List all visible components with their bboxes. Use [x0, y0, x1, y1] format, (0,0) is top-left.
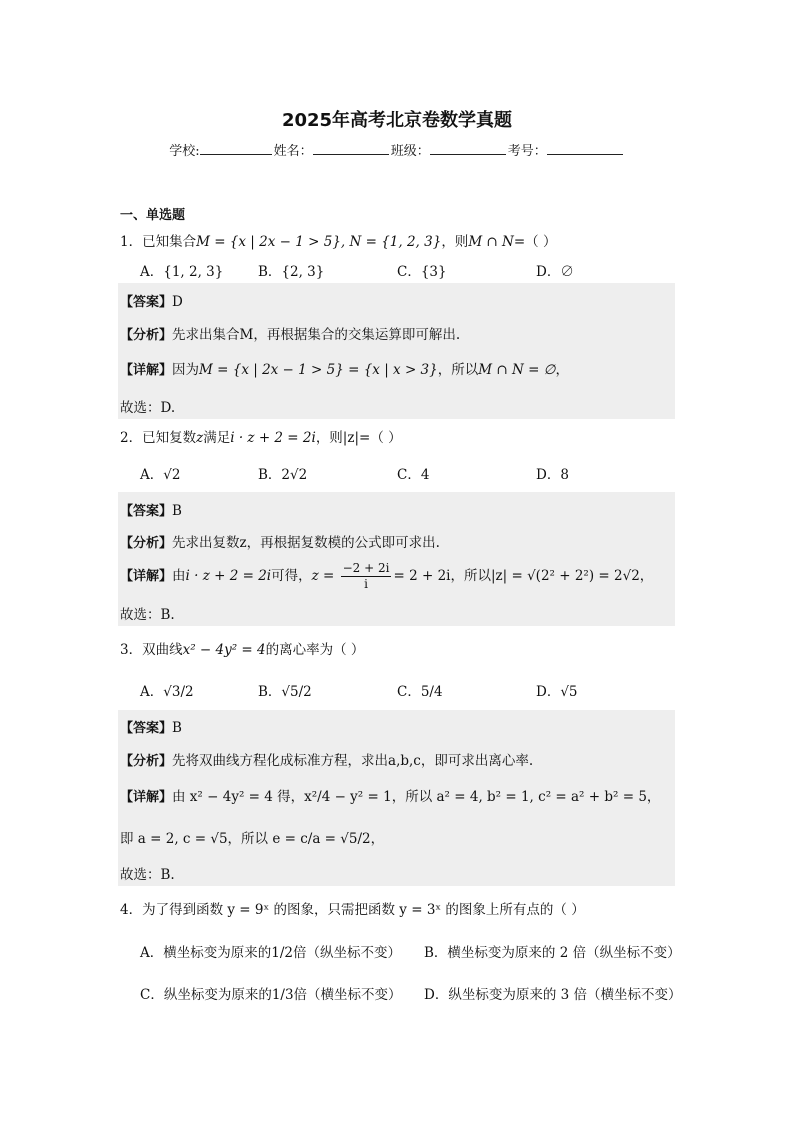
- q1-stem-mid: ，则: [441, 234, 469, 250]
- q2-stem-mid: 满足: [203, 430, 231, 446]
- q2-detail-tail: = 2 + 2i，所以|z| = √(2² + 2²) = 2√2，: [393, 568, 654, 584]
- q1-detail-math2: M ∩ N = ∅: [478, 362, 556, 378]
- q2-option-d: D．8: [536, 467, 569, 483]
- class-label: 班级：: [390, 144, 430, 159]
- q3-option-a: A．√3/2: [140, 684, 194, 700]
- q3-stem-suffix: 的离心率为（ ）: [265, 642, 365, 658]
- q1-option-a: A．{1, 2, 3}: [140, 264, 224, 280]
- q3-detail-line2: 即 a = 2, c = √5，所以 e = c/a = √5/2，: [120, 831, 385, 847]
- question-4-stem: 4．为了得到函数 y = 9ˣ 的图象，只需把函数 y = 3ˣ 的图象上所有点的（ ）: [120, 902, 585, 918]
- q1-detail-mid: ，所以: [437, 362, 479, 378]
- detail-tag: 【详解】: [120, 790, 173, 805]
- exam-no-blank: [547, 142, 623, 155]
- name-blank: [313, 142, 389, 155]
- q3-answer: [120, 717, 182, 736]
- analysis-tag: 【分析】: [120, 754, 173, 769]
- q1-option-c: C．{3}: [397, 264, 447, 280]
- q1-detail: [120, 358, 569, 378]
- exam-no-label: 考号：: [507, 144, 547, 159]
- answer-tag: 【答案】: [120, 721, 173, 736]
- q2-solution-box: [118, 492, 675, 626]
- q2-stem-prefix: 2．已知复数: [120, 430, 197, 446]
- q2-option-b: B．2√2: [258, 467, 308, 483]
- q2-detail-z: z =: [311, 568, 339, 584]
- class-blank: [430, 142, 506, 155]
- analysis-tag: 【分析】: [120, 536, 173, 551]
- q2-option-c: C．4: [397, 467, 430, 483]
- q4-option-a: A．横坐标变为原来的1/2倍（纵坐标不变）: [140, 945, 401, 961]
- q1-detail-math: M = {x | 2x − 1 > 5} = {x | x > 3}: [199, 362, 438, 378]
- q2-analysis-text: 先求出复数z，再根据复数模的公式即可求出.: [172, 535, 440, 551]
- detail-tag: 【详解】: [120, 569, 173, 584]
- q1-conclusion: 故选：D.: [120, 400, 176, 416]
- question-1-stem: [120, 230, 556, 250]
- q2-stem-math2: i · z + 2 = 2i: [230, 430, 316, 446]
- q1-analysis-text: 先求出集合M，再根据集合的交集运算即可解出.: [172, 327, 461, 343]
- q4-option-c: C．纵坐标变为原来的1/3倍（横坐标不变）: [140, 987, 402, 1003]
- q3-stem-prefix: 3．双曲线: [120, 642, 183, 658]
- q3-stem-math: x² − 4y² = 4: [182, 642, 266, 658]
- q2-analysis: [120, 531, 440, 551]
- q2-stem-math: z: [196, 430, 204, 446]
- analysis-tag: 【分析】: [120, 328, 173, 343]
- q2-detail-prefix: 由: [172, 568, 186, 584]
- q1-stem-prefix: 1．已知集合: [120, 234, 197, 250]
- q3-option-c: C．5/4: [397, 684, 443, 700]
- q4-option-b: B．横坐标变为原来的 2 倍（纵坐标不变）: [424, 945, 681, 961]
- q1-answer: [120, 291, 183, 310]
- page-title: 2025年高考北京卷数学真题: [281, 110, 513, 131]
- q4-option-d: D．纵坐标变为原来的 3 倍（横坐标不变）: [424, 987, 682, 1003]
- student-info-line: [0, 140, 794, 159]
- q1-detail-prefix: 因为: [172, 362, 200, 378]
- q1-detail-suffix: ，: [555, 362, 569, 378]
- q3-conclusion: 故选：B.: [120, 867, 175, 883]
- q1-stem-math2: M ∩ N: [468, 234, 514, 250]
- question-2-stem: [120, 426, 402, 446]
- q2-answer: [120, 500, 182, 519]
- q3-option-b: B．√5/2: [258, 684, 312, 700]
- question-3-stem: [120, 638, 364, 658]
- school-label: 学校:: [169, 144, 200, 159]
- q2-detail-mid: 可得，: [271, 568, 312, 584]
- detail-tag: 【详解】: [120, 363, 173, 378]
- q3-detail-line1: 由 x² − 4y² = 4 得，x²/4 − y² = 1，所以 a² = 4, b² = 1, c² = a² + b² = 5，: [172, 789, 661, 805]
- q2-detail: [120, 561, 653, 592]
- name-label: 姓名：: [273, 144, 313, 159]
- q2-conclusion: 故选：B.: [120, 607, 175, 623]
- section-heading: 一、单选题: [120, 208, 186, 223]
- answer-tag: 【答案】: [120, 295, 173, 310]
- q1-stem-math: M = {x | 2x − 1 > 5}, N = {1, 2, 3}: [196, 234, 442, 250]
- q2-answer-value: B: [172, 503, 182, 519]
- q3-option-d: D．√5: [536, 684, 578, 700]
- q3-answer-value: B: [172, 720, 182, 736]
- q1-answer-value: D: [172, 294, 183, 310]
- q1-stem-suffix: =（ ）: [513, 234, 557, 250]
- q1-option-d: D．∅: [536, 264, 574, 280]
- q1-option-b: B．{2, 3}: [258, 264, 325, 280]
- answer-tag: 【答案】: [120, 504, 173, 519]
- q3-analysis-text: 先将双曲线方程化成标准方程，求出a,b,c，即可求出离心率.: [172, 753, 534, 769]
- q2-detail-fraction: [341, 561, 392, 592]
- q2-fraction-numerator: −2 + 2i: [342, 561, 390, 575]
- q1-analysis: [120, 323, 460, 343]
- q1-solution-box: [118, 283, 675, 419]
- q3-analysis: [120, 749, 533, 769]
- q3-detail: [120, 785, 660, 805]
- q2-stem-suffix: ，则|z|=（ ）: [315, 430, 402, 446]
- q2-fraction-denominator: i: [364, 577, 368, 591]
- school-blank: [200, 142, 272, 155]
- q2-detail-math: i · z + 2 = 2i: [185, 568, 272, 584]
- q2-option-a: A．√2: [140, 467, 181, 483]
